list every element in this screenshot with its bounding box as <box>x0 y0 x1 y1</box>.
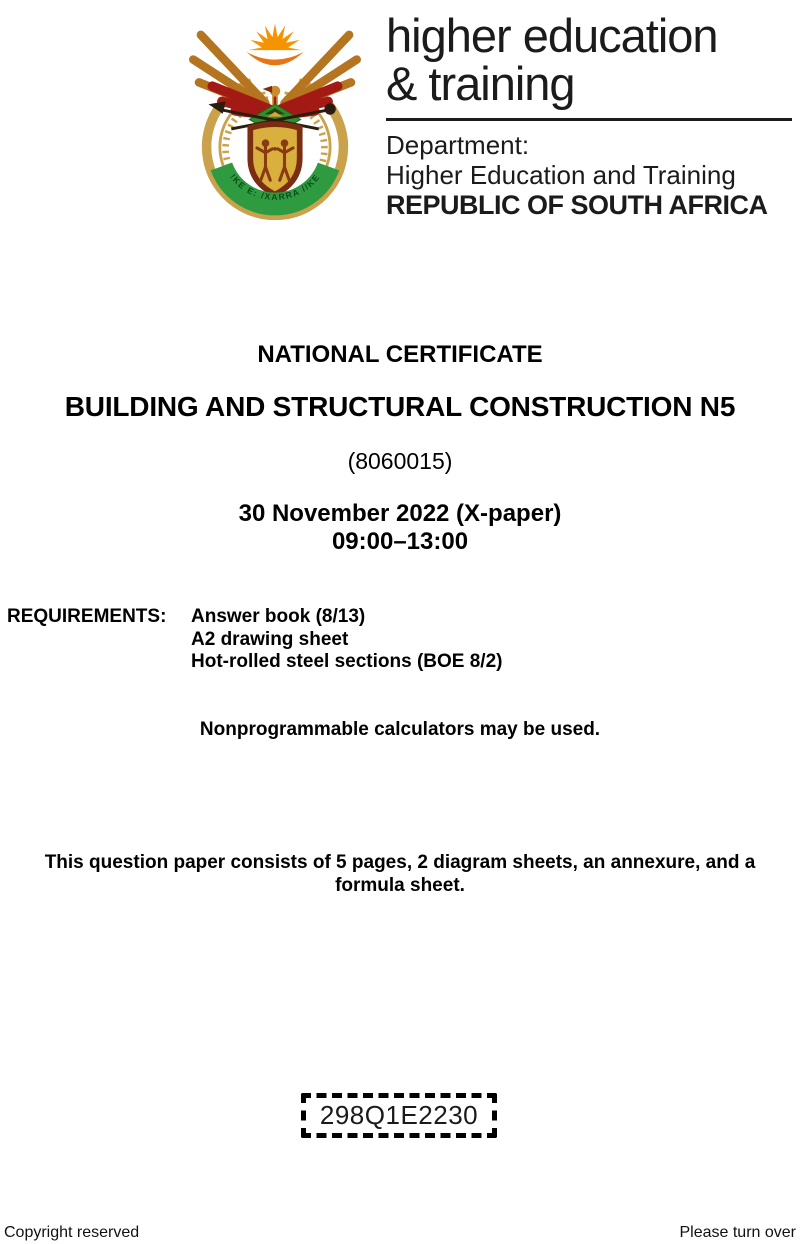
copyright-notice: Copyright reserved <box>4 1224 140 1241</box>
sun-icon <box>248 24 301 51</box>
wordmark-line2: & training <box>386 57 575 110</box>
dept-wordmark <box>386 9 796 221</box>
exam-code: 298Q1E2230 <box>319 1100 479 1130</box>
dept-label: Department: <box>386 130 530 160</box>
subject-title: BUILDING AND STRUCTURAL CONSTRUCTION N5 <box>64 391 736 422</box>
shield-icon <box>250 124 299 194</box>
exam-code-box <box>301 1093 497 1138</box>
calculator-note: Nonprogrammable calculators may be used. <box>199 719 601 740</box>
paper-composition-line1: This question paper consists of 5 pages, 2 diagram sheets, an annexure, and a <box>44 852 756 873</box>
motto-text: !KE E: /XARRA //KE <box>228 171 322 202</box>
dept-name: Higher Education and Training <box>386 160 736 190</box>
requirements-list <box>191 606 502 674</box>
paper-composition-note <box>0 851 800 897</box>
exam-time: 09:00–13:00 <box>331 528 469 555</box>
knobkierie-knob-icon <box>324 103 335 114</box>
paper-composition-line2: formula sheet. <box>335 875 465 896</box>
requirement-item: Hot-rolled steel sections (BOE 8/2) <box>191 651 503 672</box>
header-rule <box>386 118 792 121</box>
turn-over-notice: Please turn over <box>679 1224 796 1241</box>
paper-code: (8060015) <box>347 448 453 474</box>
country-name: REPUBLIC OF SOUTH AFRICA <box>386 190 768 220</box>
requirement-item: A2 drawing sheet <box>191 628 349 650</box>
exam-date: 30 November 2022 (X-paper) <box>238 500 562 527</box>
coat-of-arms <box>180 14 370 242</box>
certificate-title: NATIONAL CERTIFICATE <box>257 341 543 368</box>
exam-datetime <box>0 500 800 556</box>
sun-crescent-icon <box>247 52 304 65</box>
requirements-label: REQUIREMENTS: <box>7 606 167 627</box>
wordmark-line1: higher education <box>386 9 718 62</box>
requirement-item: Answer book (8/13) <box>191 606 366 627</box>
